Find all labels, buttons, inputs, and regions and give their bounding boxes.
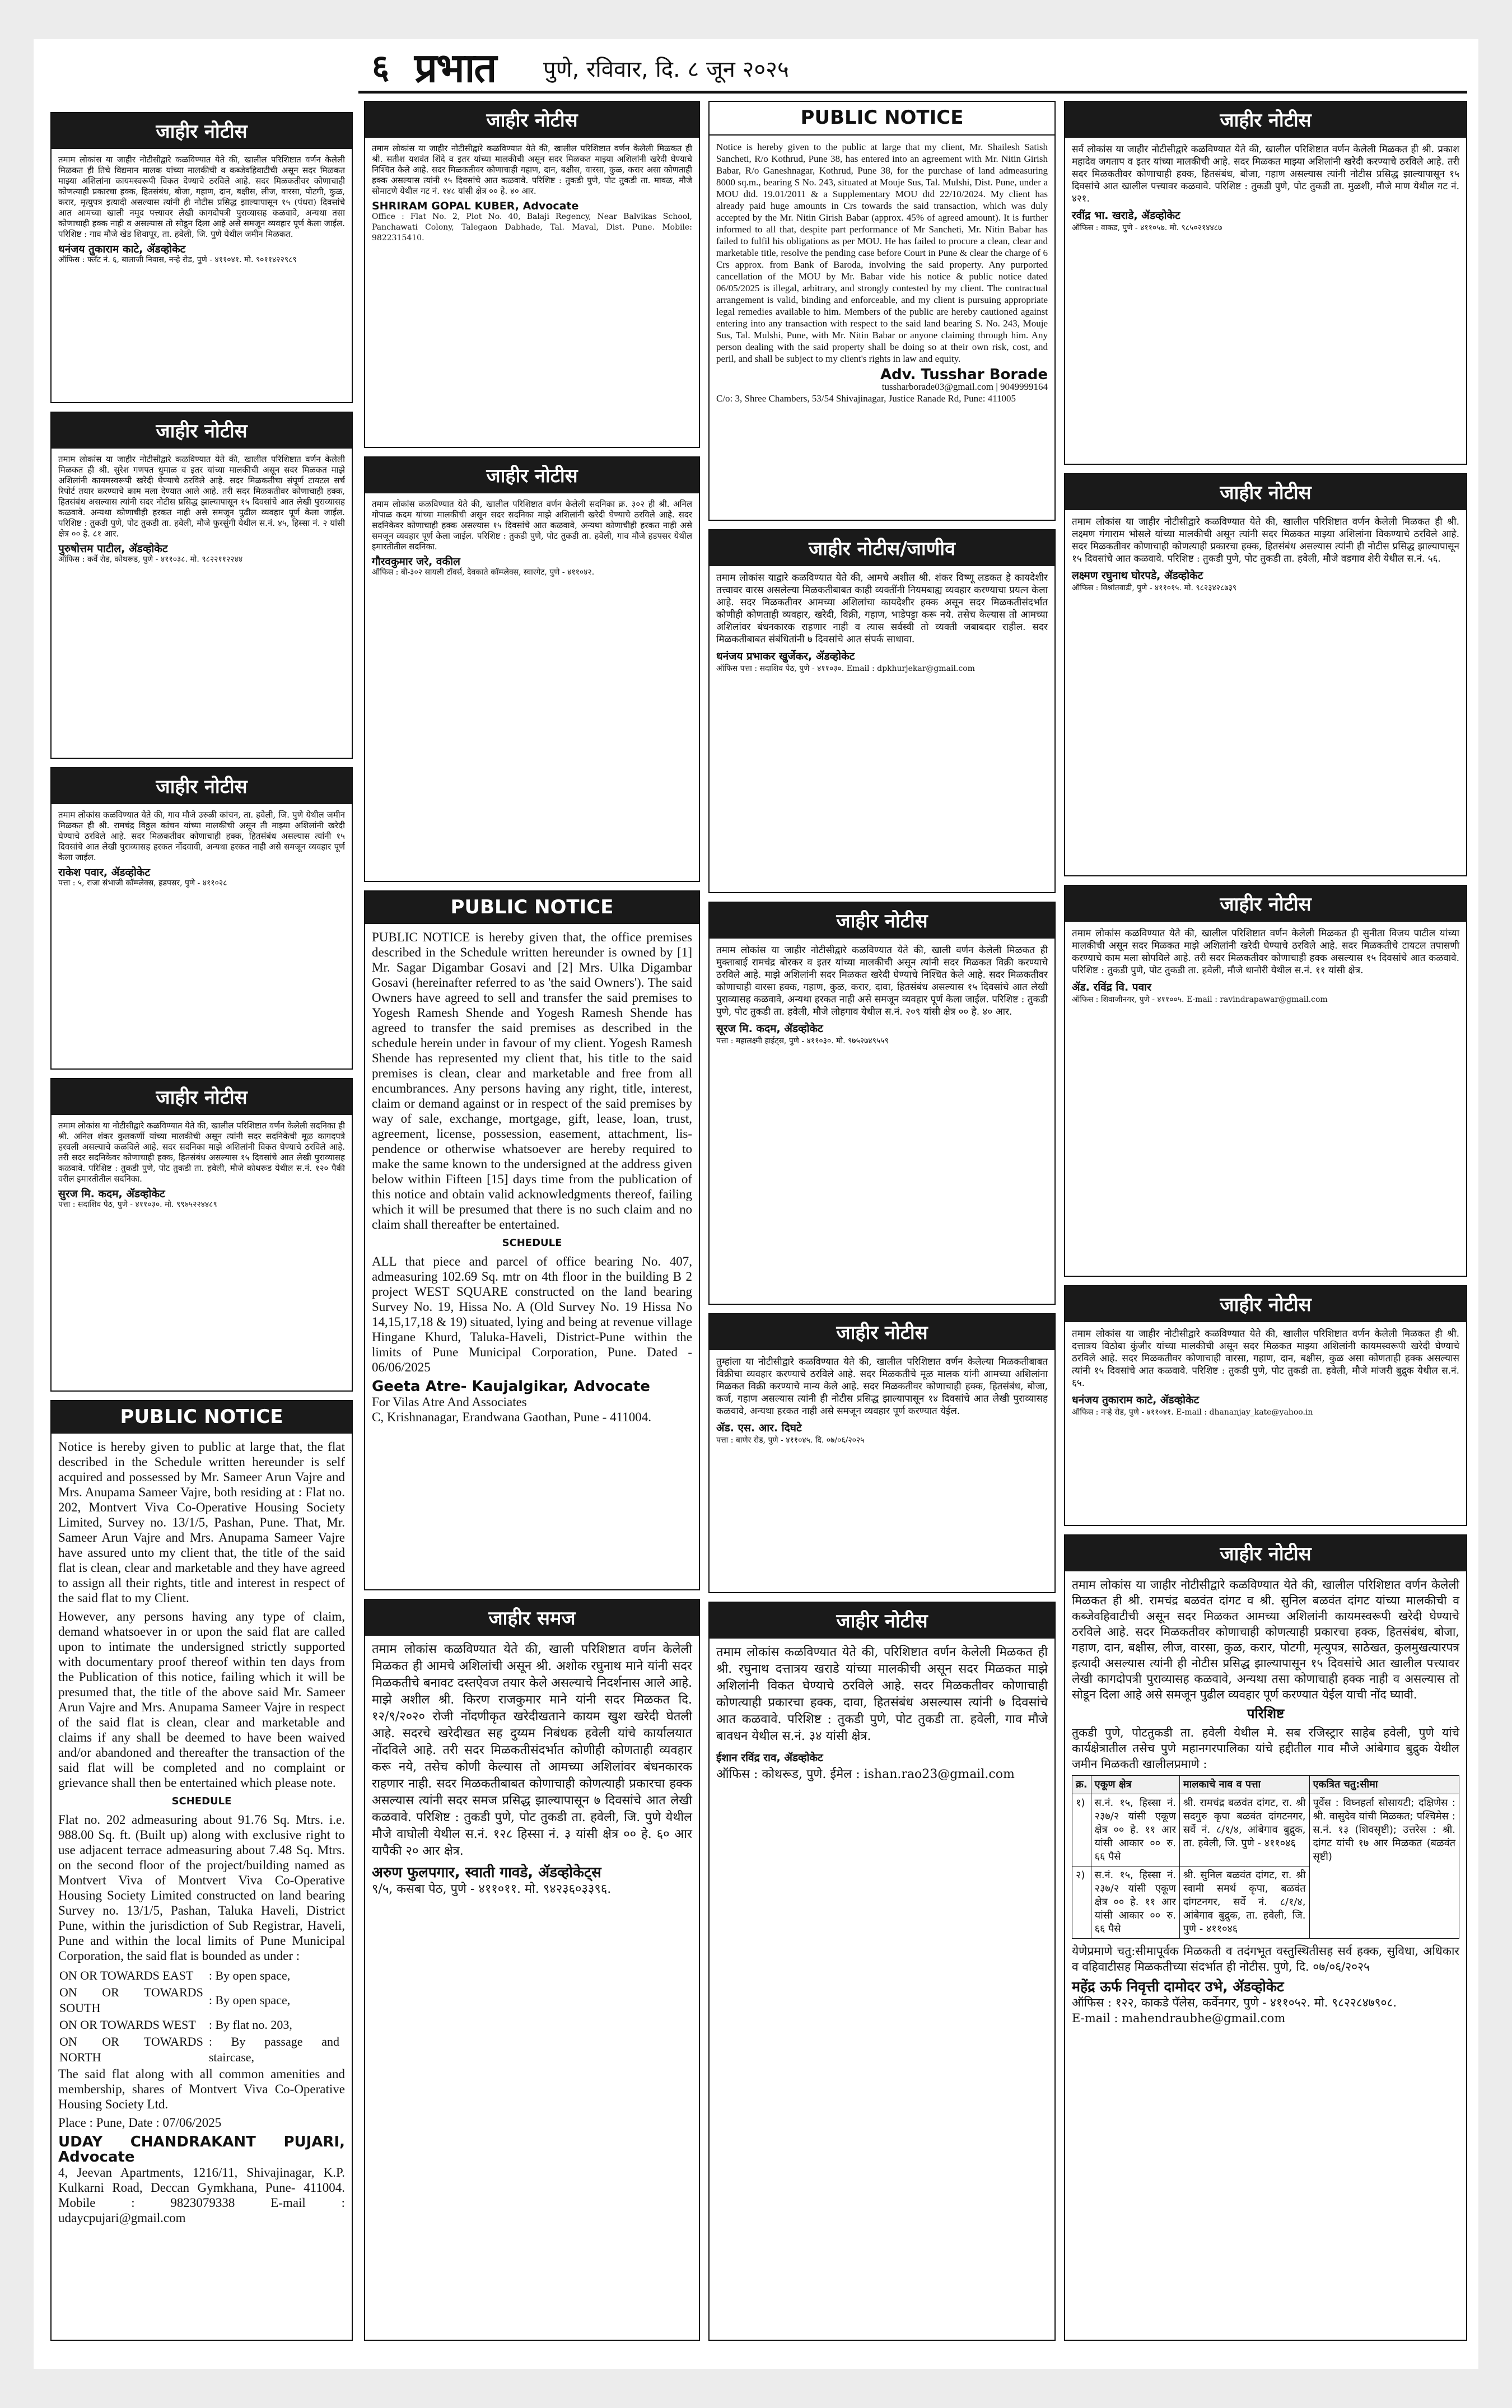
- advocate-address: ऑफिस : फ्लॅट नं. ६, बालाजी निवास, नऱ्हे रोड, पुणे - ४११०४१. मो. ९०११४२२९८९: [58, 255, 297, 264]
- schedule-heading: परिशिष्ट: [1247, 1706, 1285, 1721]
- advocate-name: SHRIRAM GOPAL KUBER, Advocate: [372, 200, 579, 212]
- advocate-address: ९/५, कसबा पेठ, पुणे - ४११०११. मो. ९४२३६०३३९६.: [372, 1882, 612, 1896]
- advocate-name: सूरज मि. कदम, ॲडव्होकेट: [716, 1023, 823, 1035]
- notice-heading: जाहीर नोटीस: [710, 1314, 1054, 1350]
- advocate-address: ऑफिस पत्ता : सदाशिव पेठ, पुणे - ४११०३०. Email : dpkhurjekar@gmail.com: [716, 664, 975, 673]
- schedule-body: ALL that piece and parcel of office bearing No. 407, admeasuring 102.69 Sq. mtr on 4th floor in the building B 2 project WEST SQUARE constructed on the land bearing Survey No. 19, Hissa No. A (Old Survey No. 19 Hissa No 14,15,17,18 & 19) situated, lying and being at revenue village Hingane Khurd, Taluka-Haveli, District-Pune within the limits of Pune Municipal Corporation, Pune. Dated - 06/06/2025: [372, 1254, 692, 1374]
- notice-10-public: [708, 101, 1056, 521]
- page-number: ६: [372, 48, 390, 87]
- schedule-table: [1072, 1775, 1459, 1939]
- column-header: मालकाचे नाव व पत्ता: [1179, 1776, 1309, 1794]
- column-header: एकत्रित चतु:सीमा: [1309, 1776, 1459, 1794]
- notice-5-public: [50, 1400, 353, 2341]
- advocate-name: UDAY CHANDRAKANT PUJARI, Advocate: [58, 2134, 345, 2166]
- advocate-address: ऑफिस : कोथरूड, पुणे. ईमेल : ishan.rao23@gmail.com: [716, 1767, 1015, 1781]
- notice-heading: जाहीर समज: [365, 1600, 699, 1636]
- notice-6: [364, 101, 700, 448]
- advocate-name: पुरुषोत्तम पाटील, ॲडव्होकेट: [58, 543, 168, 555]
- notice-heading: PUBLIC NOTICE: [710, 102, 1054, 136]
- advocate-name: ईशान रविंद्र राव, ॲडव्होकेट: [716, 1752, 823, 1764]
- column-header: एकूण क्षेत्र: [1091, 1776, 1179, 1794]
- notice-heading: जाहीर नोटीस: [365, 458, 699, 493]
- notice-body: The said flat along with all common amenities and membership, shares of Montvert Viva Co-Operative Housing Society Ltd.: [58, 2067, 345, 2111]
- advocate-name: धनंजय प्रभाकर खुर्जेकर, ॲडव्होकेट: [716, 650, 855, 662]
- notice-19: [1064, 1534, 1467, 2341]
- notice-heading: जाहीर नोटीस: [365, 102, 699, 138]
- advocate-address: पत्ता : ५, राजा संभाजी कॉम्प्लेक्स, हडपसर, पुणे - ४११०२८: [58, 879, 227, 888]
- advocate-name: अरुण फुलपगार, स्वाती गावडे, ॲडव्होकेट्स: [372, 1864, 601, 1881]
- table-row: १) स.नं. १५, हिस्सा नं. २३७/२ यांसी एकूण क्षेत्र ०० हे. ११ आर यांसी आकार ०० रु. ६६ पैसे श्री. रामचंद्र बळवंत दांगट, रा. श्री सदगुरु कृपा बळवंत दांगटनगर, सर्वे नं. ८/१/४, आंबेगाव बुद्रुक, ता. हवेली, जि. पुणे - ४११०४६ पूर्वेस : विघ्नहर्ता सोसायटी; दक्षिणेस : श्री. वासुदेव यांची मिळकत; पश्चिमेस : स.नं. १३ (शिवसृष्टी); उत्तरेस : श्री. दांगट यांची १७ आर मिळकत (बळवंत सृष्टी): [1072, 1794, 1459, 1866]
- schedule-intro: तुकडी पुणे, पोटतुकडी ता. हवेली येथील मे. सब रजिस्ट्रार साहेब हवेली, पुणे यांचे कार्यक्षेत्रातील तसेच पुणे महानगरपालिका यांचे हद्दीतील गाव मौजे आंबेगाव बुद्रुक येथील जमीन मिळकती खालीलप्रमाणे :: [1072, 1726, 1459, 1771]
- advocate-name: गौरवकुमार जरे, वकील: [372, 556, 460, 568]
- column-header: क्र.: [1072, 1776, 1091, 1794]
- notice-7: [364, 456, 700, 882]
- table-row: २) स.नं. १५, हिस्सा नं. २३७/२ यांसी एकूण क्षेत्र ०० हे. ११ आर यांसी आकार ०० रु. ६६ पैसे श्री. सुनिल बळवंत दांगट, रा. श्री स्वामी समर्थ कृपा, बळवंत दांगटनगर, सर्वे नं. ८/१/४, आंबेगाव बुद्रुक, ता. हवेली, जि. पुणे - ४११०४६: [1072, 1866, 1459, 1939]
- advocate-address: C/o: 3, Shree Chambers, 53/54 Shivajinagar, Justice Ranade Rd, Pune: 411005: [716, 393, 1016, 404]
- notice-body: PUBLIC NOTICE is hereby given that, the office premises described in the Schedule written hereunder is owned by [1] Mr. Sagar Digambar Gosavi and [2] Mrs. Ulka Digambar Gosavi (hereinafter referred to as 'the said Owners'). The said Owners have agreed to sell and transfer the said premises to Yogesh Ramesh Shende and Yogesh Ramesh Shende has agreed to transfer the said premises as described in the schedule herein under in favour of my client. Yogesh Ramesh Shende has represented my client that, his title to the said premises is clean, clear and marketable and free from all encumbrances. Any persons having any right, title, interest, claim or demand against or in respect of the said premises by way of sale, exchange, mortgage, gift, lease, loan, trust, agreement, license, possession, easement, attachment, lis-pendence or otherwise whatsoever are hereby required to make the same known to the undersigned at the address given below within Fifteen [15] days time from the publication of this notice and obtain valid acknowledgments thereof, failing which it will be presumed that there is no such claim and no claim shall thereafter be entertained.: [372, 930, 692, 1231]
- notice-heading: जाहीर नोटीस: [710, 1603, 1054, 1639]
- advocate-address: ऑफिस : विश्रांतवाडी, पुणे - ४११०१५. मो. ९८२३४२८७३९: [1072, 584, 1237, 592]
- schedule-heading: SCHEDULE: [502, 1237, 562, 1249]
- notice-heading: जाहीर नोटीस: [52, 113, 352, 149]
- newspaper-brand: प्रभात: [414, 44, 496, 91]
- notice-body: Notice is hereby given to public at large that, the flat described in the Schedule written hereunder is self acquired and possessed by Mr. Sameer Arun Vajre and Mrs. Anupama Sameer Vajre, both residing at : Flat no. 202, Montvert Viva Co-Operative Housing Society Limited, Survey no. 13/1/5, Pashan, Pune. That, Mr. Sameer Arun Vajre and Mrs. Anupama Sameer Vajre have assured unto my client that, the title of the said flat is clean, clear and marketable and they have agreed to assign all their rights, title and interest in respect of the said flat to my Client.: [58, 1440, 345, 1605]
- boundary-row: ON OR TOWARDS SOUTH : By open space,: [59, 1985, 291, 2015]
- notice-body: However, any persons having any type of claim, demand whatsoever in or upon the said flat are called upon to intimate the undersigned strictly supported with documentary proof thereof within ten days from the Publication of this notice, failing which it will be presumed that, the title of the above said Mr. Sameer Arun Vajre and Mrs. Anupama Sameer Vajre in respect of the said flat is clean, clear and marketable and claims if any shall be deemed to have been waived and/or abandoned and thereafter the transaction of the said flat will be completed and no complaint or grievance shall then be entertained which please note.: [58, 1609, 345, 1790]
- advocate-name: धनंजय तुकाराम काटे, ॲडव्होकेट: [58, 243, 186, 255]
- advocate-name: रवींद्र भा. खराडे, ॲडव्होकेट: [1072, 209, 1180, 222]
- notice-8-public: [364, 890, 700, 1590]
- notice-heading: जाहीर नोटीस: [1065, 474, 1466, 510]
- advocate-address: पत्ता : सदाशिव पेठ, पुणे - ४११०३०. मो. ९९७५२२४४८९: [58, 1200, 217, 1209]
- advocate-address: Office : Flat No. 2, Plot No. 40, Balaji Regency, Near Balvikas School, Panchawati Colony, Talegaon Dabhade, Tal. Maval, Dist. Pune. Mobile: 9822315410.: [372, 212, 692, 242]
- masthead: [358, 39, 1467, 94]
- notice-body: तमाम लोकांस या जाहीर नोटीसीद्वारे कळविण्यात येते की, खालील परिशिष्टात वर्णन केलेली मिळकत ही तिचे विद्यमान मालक यांच्या मालकीची व कब्जेवहिवाटीची असून सदर मिळकत माझ्या अशिलांना कायमस्वरूपी विकत देण्याचे ठरविले आहे. सदर मिळकतीवर कोणाचाही कोणत्याही प्रकारचा हक्क, हितसंबंध, बोजा, गहाण, दान, बक्षीस, लीज, वारसा, पोटगी, कुळ, करार, मृत्युपत्र इत्यादी असल्यास त्यांनी ही नोटीस प्रसिद्ध झाल्यापासून १५ (पंधरा) दिवसांचे आत आमच्या खाली नमूद पत्त्यावर लेखी कागदोपत्री पुराव्यासह कळवावे, अन्यथा तसा कोणाचाही हक्क नाही व असल्यास तो सोडून दिला आहे असे समजून व्यवहार पूर्ण केला जाईल. परिशिष्ट : गाव मौजे खेड शिवापूर, ता. हवेली, जि. पुणे येथील जमीन मिळकत.: [58, 155, 345, 239]
- notice-heading: जाहीर नोटीस: [1065, 886, 1466, 922]
- notice-body: तमाम लोकांस या जाहीर नोटीसीद्वारे कळविण्यात येते की, खालील परिशिष्टात वर्णन केलेली मिळकत ही श्री. लक्ष्मण गंगाराम भोसले यांच्या मालकीची असून त्यांनी सदर मिळकत माझ्या अशिलांना विकण्याचे ठरविले आहे. सदर मिळकतीवर कोणाचाही कोणत्याही प्रकारचा हक्क, हितसंबंध असल्यास त्यांनी ही नोटीस प्रसिद्ध झाल्यापासून १५ दिवसांचे आत कळवावे. परिशिष्ट : तुकडी पुणे, पोट तुकडी ता. हवेली, मौजे वडगाव शेरी येथील स.नं. ५६.: [1072, 516, 1459, 564]
- advocate-address: ऑफिस : वाकड, पुणे - ४११०५७. मो. ९८५०२१४४८७: [1072, 223, 1222, 232]
- notice-body: तमाम लोकांस कळविण्यात येते की, खालील परिशिष्टात वर्णन केलेली सदनिका क्र. ३०२ ही श्री. अनिल गोपाळ कदम यांच्या मालकीची असून सदर सदनिका माझे अशिलांनी खरेदी घेण्याचे ठरविले आहे. सदर सदनिकेवर कोणाचाही हक्क असल्यास १५ दिवसांचे आत कळवावे, अन्यथा कोणाचीही हरकत नाही असे समजून व्यवहार पूर्ण केला जाईल. परिशिष्ट : तुकडी पुणे, पोट तुकडी ता. हवेली, गाव मौजे हडपसर येथील इमारतीतील सदनिका.: [372, 499, 692, 552]
- advocate-address: ऑफिस : कर्वे रोड, कोथरूड, पुणे - ४११०३८. मो. ९८२२११२२४४: [58, 555, 243, 564]
- notice-heading: जाहीर नोटीस: [710, 903, 1054, 939]
- notice-9-samaj: [364, 1599, 700, 2341]
- advocate-email: tussharborade03@gmail.com | 9049999164: [881, 381, 1048, 392]
- notice-body: तमाम लोकांस कळविण्यात येते की, गाव मौजे उरुळी कांचन, ता. हवेली, जि. पुणे येथील जमीन मिळकत ही श्री. रामचंद्र विठ्ठल कांचन यांच्या मालकीची असून ती माझ्या अशिलांनी खरेदी घेण्याचे ठरविले आहे. सदर मिळकतीवर कोणाचाही हक्क, हितसंबंध असल्यास त्यांनी १५ दिवसांचे आत लेखी पुराव्यासह हरकत नोंदवावी, अन्यथा हरकत नाही असे समजून व्यवहार पूर्ण केला जाईल.: [58, 810, 345, 862]
- advocate-address: ऑफिस : शिवाजीनगर, पुणे - ४११००५. E-mail : ravindrapawar@gmail.com: [1072, 995, 1328, 1004]
- dateline: पुणे, रविवार, दि. ८ जून २०२५: [543, 57, 789, 82]
- advocate-name: Adv. Tusshar Borade: [880, 366, 1048, 383]
- firm-name: For Vilas Atre And Associates: [372, 1395, 527, 1409]
- advocate-address: ऑफिस : नऱ्हे रोड, पुणे - ४११०४१. E-mail : dhananjay_kate@yahoo.in: [1072, 1408, 1313, 1417]
- advocate-name: राकेश पवार, ॲडव्होकेट: [58, 866, 151, 879]
- boundaries-cell: पूर्वेस : विघ्नहर्ता सोसायटी; दक्षिणेस : श्री. वासुदेव यांची मिळकत; पश्चिमेस : स.नं. १३ (शिवसृष्टी); उत्तरेस : श्री. दांगट यांची १७ आर मिळकत (बळवंत सृष्टी): [1309, 1794, 1459, 1939]
- notice-heading: जाहीर नोटीस: [52, 413, 352, 449]
- notice-12: [708, 902, 1056, 1305]
- schedule-heading: SCHEDULE: [171, 1795, 232, 1807]
- advocate-address: पत्ता : बाणेर रोड, पुणे - ४११०४५. दि. ०७/०६/२०२५: [716, 1436, 865, 1445]
- notice-16: [1064, 473, 1467, 876]
- notice-body: तमाम लोकांस या नोटीसीद्वारे कळविण्यात येते की, खालील परिशिष्टात वर्णन केलेली सदनिका ही श्री. अनिल शंकर कुलकर्णी यांच्या मालकीची असून त्यांनी सदर सदनिकेची मूळ कागदपत्रे हरवली असल्याचे कळविले आहे. सदर सदनिका माझे अशिलांनी विकत घेण्याचे ठरविले आहे. तरी सदर सदनिकेवर कोणाचाही हक्क, हितसंबंध असल्यास १५ दिवसांचे आत लेखी पुराव्यासह कळवावे. परिशिष्ट : तुकडी पुणे, पोट तुकडी ता. हवेली, मौजे कोथरूड येथील स.नं. १२० पैकी वरील इमारतीतील सदनिका.: [58, 1121, 345, 1184]
- notice-18: [1064, 1285, 1467, 1526]
- notice-11: [708, 529, 1056, 893]
- boundary-row: ON OR TOWARDS WEST : By flat no. 203,: [59, 2018, 292, 2032]
- notice-heading: जाहीर नोटीस/जाणीव: [710, 530, 1054, 566]
- notice-body: तमाम लोकांस कळविण्यात येते की, खालील परिशिष्टात वर्णन केलेली मिळकत ही सुनीता विजय पाटील यांच्या मालकीची असून सदर मिळकत माझे अशिलांनी खरेदी घेण्याचे ठरविले आहे. सदर मिळकतीचे टायटल तपासणी करण्याचे काम मला सोपविले आहे. तरी सदर मिळकतीवर कोणाचाही हक्क असल्यास १५ दिवसांचे आत कळवावे. परिशिष्ट : तुकडी पुणे, पोट तुकडी ता. हवेली, मौजे धानोरी येथील स.नं. ११ यांसी क्षेत्र.: [1072, 928, 1459, 976]
- notice-heading: PUBLIC NOTICE: [52, 1401, 352, 1434]
- place-date: Place : Pune, Date : 07/06/2025: [58, 2116, 222, 2130]
- notice-1: [50, 112, 353, 403]
- notice-heading: जाहीर नोटीस: [1065, 1536, 1466, 1571]
- notice-heading: जाहीर नोटीस: [1065, 1286, 1466, 1322]
- advocate-name: सुरज मि. कदम, ॲडव्होकेट: [58, 1188, 165, 1200]
- notice-heading: जाहीर नोटीस: [52, 1079, 352, 1115]
- notice-4: [50, 1078, 353, 1392]
- boundary-row: ON OR TOWARDS EAST : By open space,: [59, 1968, 291, 1982]
- notice-heading: PUBLIC NOTICE: [365, 892, 699, 924]
- advocate-address: 4, Jeevan Apartments, 1216/11, Shivajinagar, K.P. Kulkarni Road, Deccan Gymkhana, Pune- 411004. Mobile : 9823079338 E-mail : udaycpujari@gmail.com: [58, 2166, 345, 2225]
- notice-body: तमाम लोकांस या जाहीर नोटीसीद्वारे कळविण्यात येते की, खालील परिशिष्टात वर्णन केलेली मिळकत ही श्री. दत्तात्रय विठोबा कुंजीर यांच्या मालकीची असून सदर मिळकत माझ्या अशिलांनी कायमस्वरूपी खरेदी घेण्याचे ठरविले आहे. सदर मिळकतीवर कोणाचाही वारसा, गहाण, दान, बक्षीस, कुळ असा कोणताही हक्क असल्यास त्यांनी १५ दिवसांचे आत कळवावे. परिशिष्ट : तुकडी पुणे, पोट तुकडी ता. हवेली, मौजे मांजरी बुद्रुक येथील स.नं. ६५.: [1072, 1328, 1459, 1389]
- notice-2: [50, 412, 353, 759]
- notice-heading: जाहीर नोटीस: [1065, 102, 1466, 138]
- advocate-email: E-mail : mahendraubhe@gmail.com: [1072, 2012, 1286, 2025]
- notice-body: तुम्हांला या नोटीसीद्वारे कळविण्यात येते की, खालील परिशिष्टात वर्णन केलेल्या मिळकतीबाबत विक्रीचा व्यवहार करण्याचे ठरविले आहे. सदर मिळकतीचे मूळ मालक यांनी आमच्या अशिलांना मिळकत विक्री करण्याचे मान्य केले आहे. सदर मिळकतीवर कोणाचाही हक्क, हितसंबंध, बोजा, कर्ज, गहाण असल्यास त्यांनी ही नोटीस प्रसिद्ध झाल्यापासून १४ दिवसांचे आत लेखी पुराव्यासह कळवावे, अन्यथा हरकत नाही असे समजून व्यवहार पूर्ण करण्यात येईल.: [716, 1356, 1048, 1417]
- advocate-name: लक्ष्मण रघुनाथ घोरपडे, ॲडव्होकेट: [1072, 570, 1203, 582]
- notice-17: [1064, 885, 1467, 1277]
- boundaries-table: [58, 1967, 345, 2066]
- schedule-body: Flat no. 202 admeasuring about 91.76 Sq. Mtrs. i.e. 988.00 Sq. ft. (Built up) along with exclusive right to use adjacent terrace admeasuring about 7.48 Sq. Mtrs. on the second floor of the project/building named as Montvert Viva of Montvert Viva Co-Operative Housing Society Limited constructed on land bearing Survey no. 13/1/5, Pashan, Taluka Haveli, District Pune, within the jurisdiction of Sub Registrar, Haveli, Pune and within the local limits of Pune Municipal Corporation, the said flat is bounded as under :: [58, 1813, 345, 1963]
- notice-body: तमाम लोकांस कळविण्यात येते की, परिशिष्टात वर्णन केलेली मिळकत ही श्री. रघुनाथ दत्तात्रय खराडे यांच्या मालकीची असून सदर मिळकत माझे अशिलांनी विकत घेण्याचे ठरविले आहे. सदर मिळकतीवर कोणाचाही कोणत्याही प्रकारचा हक्क, दावा, हितसंबंध असल्यास त्यांनी ७ दिवसांचे आत कळवावे. परिशिष्ट : तुकडी पुणे, पोट तुकडी ता. हवेली, गाव मौजे बावधन येथील स.नं. ३४ यांसी क्षेत्र.: [716, 1645, 1048, 1743]
- notice-body: तमाम लोकांस या जाहीर नोटीसीद्वारे कळविण्यात येते की, खालील परिशिष्टात वर्णन केलेली मिळकत ही श्री. रामचंद्र बळवंत दांगट व श्री. सुनिल बळवंत दांगट यांच्या मालकीची व कब्जेवहिवाटीची असून सदर मिळकत आमच्या अशिलांनी कायमस्वरूपी खरेदी घेण्याचे ठरविले आहे. सदर मिळकतीवर कोणाचाही कोणत्याही प्रकारचा हक्क, हितसंबंध, बोजा, गहाण, दान, बक्षीस, लीज, वारसा, कुळ, करार, पोटगी, मृत्युपत्र, साठेखत, कुलमुखत्यारपत्र इत्यादी असल्यास त्यांनी ही नोटीस प्रसिद्ध झाल्यापासून १५ दिवसांचे आत खालील पत्त्यावर लेखी कागदोपत्री पुराव्यासह कळवावे, अन्यथा तसा कोणाचाही हक्क नाही व असल्यास तो सोडून दिला आहे असे समजून पुढील व्यवहार पूर्ण करण्यात येईल याची नोंद घ्यावी.: [1072, 1578, 1459, 1701]
- advocate-name: धनंजय तुकाराम काटे, ॲडव्होकेट: [1072, 1394, 1200, 1406]
- notice-body: तमाम लोकांस या जाहीर नोटीसीद्वारे कळविण्यात येते की, खालील परिशिष्टात वर्णन केलेली मिळकत ही श्री. सुरेश गणपत धुमाळ व इतर यांच्या मालकीची असून सदर मिळकत माझे अशिलांनी कायमस्वरूपी खरेदी घेण्याचे ठरविले आहे. सदर मिळकतीचा संपूर्ण टायटल सर्च रिपोर्ट तयार करण्याचे काम मला देण्यात आले आहे. तरी सदर मिळकतीवर कोणाचाही हक्क, हितसंबंध असल्यास त्यांनी सदर नोटीस प्रसिद्ध झाल्यापासून १५ दिवसांचे आत लेखी पुराव्यासह कळवावे. अन्यथा कोणाचीही हरकत नाही असे समजून पुढील व्यवहार पूर्ण केला जाईल. परिशिष्ट : तुकडी पुणे, पोट तुकडी ता. हवेली, मौजे फुरसुंगी येथील स.नं. ४५, हिस्सा नं. २ यांसी क्षेत्र ०० हे. ८१ आर.: [58, 454, 345, 539]
- advocate-address: पत्ता : महालक्ष्मी हाईट्स, पुणे - ४११०३०. मो. ९७५२७४९५५९: [716, 1037, 889, 1046]
- advocate-address: ऑफिस : बी-३०२ सायली टॉवर्स, देवकाते कॉम्प्लेक्स, स्वारगेट, पुणे - ४११०४२.: [372, 568, 595, 577]
- advocate-name: महेंद्र ऊर्फ निवृत्ती दामोदर उभे, ॲडव्होकेट: [1072, 1978, 1284, 1995]
- boundary-row: ON OR TOWARDS NORTH : By passage and staircase,: [59, 2034, 339, 2064]
- advocate-address: ऑफिस : १२२, काकडे पॅलेस, कर्वेनगर, पुणे - ४११०५२. मो. ९८२२८४७९०८.: [1072, 1996, 1397, 2009]
- notice-heading: जाहीर नोटीस: [52, 768, 352, 804]
- notice-body: तमाम लोकांस या जाहीर नोटीसीद्वारे कळविण्यात येते की, खाली वर्णन केलेली मिळकत ही मुक्ताबाई रामचंद्र बोरकर व इतर यांच्या मालकीची असून त्यांनी सदर मिळकत विक्री करण्याचे ठरविले आहे. माझे अशिलांनी सदर मिळकत खरेदी घेण्याचे निश्चित केले आहे. सदर मिळकतीवर कोणाचाही वारसा हक्क, गहाण, कुळ, करार, दावा, हितसंबंध असल्यास १५ दिवसांचे आत लेखी पुराव्यासह कळवावे, अन्यथा हरकत नाही असे समजून व्यवहार पूर्ण केला जाईल. परिशिष्ट : तुकडी पुणे, पोट तुकडी ता. हवेली, मौजे लोहगाव येथील स.नं. २०९ यांसी क्षेत्र ०० हे. ४० आर.: [716, 945, 1048, 1018]
- advocate-name: ॲड. रविंद्र वि. पवार: [1072, 981, 1151, 993]
- advocate-name: ॲड. एस. आर. दिघटे: [716, 1422, 802, 1434]
- notice-14: [708, 1602, 1056, 2341]
- notice-body: सर्व लोकांस या जाहीर नोटीसीद्वारे कळविण्यात येते की, खालील परिशिष्टात वर्णन केलेली मिळकत ही श्री. प्रकाश महादेव जगताप व इतर यांच्या मालकीची आहे. सदर मिळकत माझ्या अशिलांनी खरेदी करण्याचे ठरविले आहे. तरी सदर मिळकतीवर कोणाचाही हक्क, हितसंबंध, बोजा, गहाण असल्यास त्यांनी नोटीस प्रसिद्ध झाल्यापासून १५ दिवसांचे आत खालील पत्त्यावर कळवावे. परिशिष्ट : तुकडी पुणे, पोट तुकडी ता. मुळशी, मौजे माण येथील गट नं. ४२१.: [1072, 144, 1459, 204]
- notice-3: [50, 767, 353, 1070]
- notice-15: [1064, 101, 1467, 465]
- schedule-footer: येणेप्रमाणे चतु:सीमापूर्वक मिळकती व तदंगभूत वस्तुस्थितीसह सर्व हक्क, सुविधा, अधिकार व वहिवाटीसह मिळकतीच्या संदर्भात ही नोटीस. पुणे, दि. ०७/०६/२०२५: [1072, 1944, 1459, 1973]
- advocate-address: C, Krishnanagar, Erandwana Gaothan, Pune - 411004.: [372, 1410, 651, 1424]
- notice-body: Notice is hereby given to the public at large that my client, Mr. Shailesh Satish Sancheti, R/o Kothrud, Pune 38, has entered into an agreement with Mr. Nitin Girish Babar, R/o Ganeshnagar, Kothrud, Pune 38, for the purchase of land admeasuring 8000 sq.m., bearing S No. 243, situated at Mouje Sus, Tal. Mulshi, Dist. Pune, under a MOU dtd. 19.01/2011 & a Supplementary MOU dtd 22/10/2024. My client has already paid huge amounts in Crs towards the said transaction, which was duly accepted by the Mr. Nitin Girish Babar (approx. 45% of agreed amount). It is further informed to all that, despite part performance of Mr Sancheti, Mr. Nitin Babar has failed to fulfil his obligations as per MOU. He has failed to procure a clean, clear and marketable title, resolve the pending case before Court in Pune & clear the charge of 6 Crs approx. from Bank of Baroda, involving the said property. Any purported cancellation of the MOU by Mr. Babar vide his notice & public notice dated 06/05/2025 is illegal, arbitrary, and strongly contested by my client. The contractual arrangement is valid, binding and enforceable, and my client is pursuing appropriate legal remedies available to him. Members of the public are hereby cautioned against entering into any transaction with respect to the said land bearing S. No. 243, Mouje Sus, Tal. Mulshi, Pune, with Mr. Nitin Babar or anyone claiming through him. Any person dealing with the said property shall be doing so at their own risk, cost, and peril, and shall be subject to my client's rights in law and equity.: [716, 142, 1048, 364]
- notice-body: तमाम लोकांस याद्वारे कळविण्यात येते की, आमचे अशील श्री. शंकर विष्णू लडकत हे कायदेशीर तत्त्वावर वारस असलेल्या मिळकतीबाबत काही व्यक्तींनी नियमबाह्य व्यवहार करण्याचा प्रयत्न केला आहे. सदर मिळकतीवर आमच्या अशिलांचा कायदेशीर हक्क असून सदर मिळकतीसंदर्भात कोणीही कोणताही व्यवहार, खरेदी, विक्री, गहाण, भाडेपट्टा करू नये. तसेच केल्यास तो आमच्या अशिलांवर बंधनकारक राहणार नाही व त्यास सर्वस्वी तो व्यक्ती जबाबदार राहील. सदर मिळकतीबाबत संबंधितांनी ७ दिवसांचे आत संपर्क साधावा.: [716, 572, 1048, 645]
- notice-13: [708, 1313, 1056, 1593]
- notice-body: तमाम लोकांस या जाहीर नोटीसीद्वारे कळविण्यात येते की, खालील परिशिष्टात वर्णन केलेली मिळकत ही श्री. सतीश यशवंत शिंदे व इतर यांच्या मालकीची असून सदर मिळकत माझ्या अशिलांनी खरेदी घेण्याचे निश्चित केले आहे. सदर मिळकतीवर कोणाचाही गहाण, दान, बक्षीस, वारसा, कुळ, करार असा कोणताही हक्क असल्यास त्यांनी १५ दिवसांचे आत कळवावे. परिशिष्ट : तुकडी पुणे, पोट तुकडी ता. मावळ, मौजे सोमाटणे येथील गट नं. १४८ यांसी क्षेत्र ०० हे. ४० आर.: [372, 143, 692, 196]
- notice-body: तमाम लोकांस कळविण्यात येते की, खाली परिशिष्टात वर्णन केलेली मिळकत ही आमचे अशिलांची असून श्री. अशोक रघुनाथ माने यांनी सदर मिळकतीचे बनावट दस्तऐवज तयार केले असल्याचे निदर्शनास आले आहे. माझे अशील श्री. किरण राजकुमार माने यांनी सदर मिळकत दि. १२/९/२०२० रोजी नोंदणीकृत खरेदीखताने कायम खुश खरेदी घेतली आहे. सदरचे खरेदीखत सह दुय्यम निबंधक हवेली यांचे कार्यालयात नोंदविले आहे. तरी सदर मिळकतीसंदर्भात कोणीही कोणताही व्यवहार करू नये, तसेच कोणी केल्यास तो आमच्या अशिलांवर बंधनकारक राहणार नाही. सदर मिळकतीबाबत कोणाचाही कोणत्याही प्रकारचा हक्क असल्यास त्यांनी सदर समज प्रसिद्ध झाल्यापासून ७ दिवसांचे आत लेखी कळवावे. परिशिष्ट : तुकडी पुणे, पोट तुकडी ता. हवेली, जि. पुणे येथील मौजे वाघोली येथील स.नं. १२८ हिस्सा नं. ३ यांसी क्षेत्र ०० हे. ६० आर यापैकी २० आर क्षेत्र.: [372, 1642, 692, 1858]
- advocate-name: Geeta Atre- Kaujalgikar, Advocate: [372, 1378, 650, 1395]
